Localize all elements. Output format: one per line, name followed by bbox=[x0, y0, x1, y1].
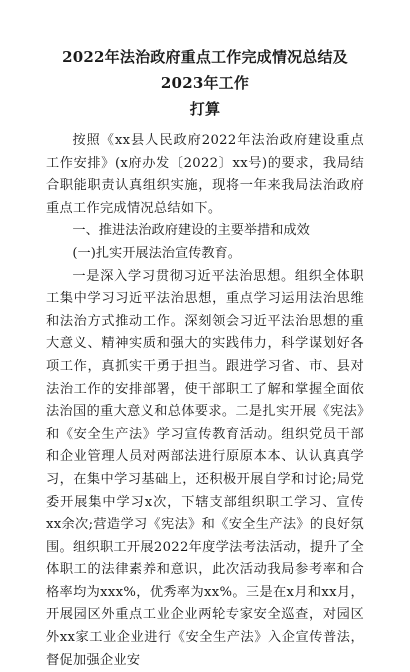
subsection-heading-1: (一)扎实开展法治宣传教育。 bbox=[72, 245, 241, 261]
title-spacer bbox=[46, 122, 364, 130]
document-title-line-1: 2022年法治政府重点工作完成情况总结及2023年工作 bbox=[62, 48, 348, 92]
section-heading-1: 一、推进法治政府建设的主要举措和成效 bbox=[72, 223, 310, 239]
document-title-line-2: 打算 bbox=[189, 100, 221, 118]
body-paragraph-1: 一是深入学习贯彻习近平法治思想。组织全体职工集中学习习近平法治思想，重点学习运用法治思维和法治方式推动工作。深刻领会习近平法治思想的重大意义、精神实质和强大的实践伟力，科学谋划好各项工作，真抓实干勇于担当。跟进学习省、市、县对法治工作的安排部署，使干部职工了解和掌握全面依法治国的重大意义和总体要求。二是扎实开展《宪法》和《安全生产法》学习宣传教育活动。组织党员干部和企业管理人员对两部法进行原原本本、认认真真学习，在集中学习基础上，还积极开展自学和讨论;局党委开展集中学习x次，下辖支部组织职工学习、宣传xx余次;营造学习《宪法》和《安全生产法》的良好氛围。组织职工开展2022年度学法考法活动，提升了全体职工的法律素养和意识，此次活动我局参考率和合格率均为xxx%，优秀率为xx%。三是在x月和xx月，开展园区外重点工业企业两轮专家安全巡查，对园区外xx家工业企业进行《安全生产法》入企宣传普法，督促加强企业安 bbox=[46, 268, 364, 668]
intro-paragraph: 按照《xx县人民政府2022年法治政府建设重点工作安排》(x府办发〔2022〕xx号)的要求，我局结合职能职责认真组织实施，现将一年来我局法治政府重点工作完成情况总结如下。 bbox=[46, 133, 364, 216]
